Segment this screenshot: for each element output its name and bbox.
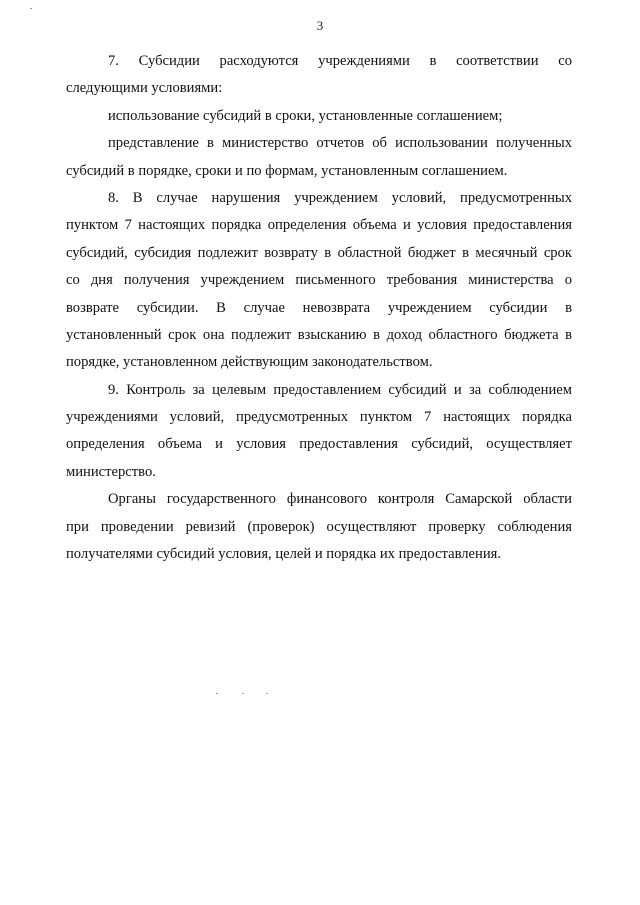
scan-artifact: [216, 693, 218, 694]
scan-artifact: [266, 693, 268, 694]
text-line: 7. Субсидии расходуются учреждениями в соответствии со: [108, 53, 572, 69]
text-line: определения объема и условия предоставления субсидий, осуществляет: [66, 436, 572, 453]
text-line: Органы государственного финансового контроля Самарской области: [108, 491, 572, 508]
text-line: порядке, установленном действующим законодательством.: [66, 354, 433, 371]
text-line: представление в министерство отчетов об использовании полученных: [108, 135, 572, 152]
scan-artifact: [30, 8, 32, 9]
document-body: [66, 48, 572, 568]
text-line: субсидий в порядке, сроки и по формам, установленным соглашением.: [66, 162, 508, 179]
scan-artifact: [242, 693, 244, 694]
paragraph-condition-2: [66, 130, 572, 185]
page-number: 3: [316, 18, 324, 33]
text-line: при проведении ревизий (проверок) осуществляют проверку соблюдения: [66, 518, 572, 535]
text-line: учреждениями условий, предусмотренных пунктом 7 настоящих порядка: [66, 409, 572, 426]
text-line: следующими условиями:: [66, 80, 223, 97]
text-line: использование субсидий в сроки, установленные соглашением;: [108, 107, 503, 124]
text-line: возврате субсидии. В случае невозврата учреждением субсидии в: [66, 299, 572, 316]
paragraph-8: [66, 185, 572, 377]
paragraph-9: [66, 377, 572, 487]
text-line: пунктом 7 настоящих порядка определения объема и условия предоставления: [66, 217, 572, 234]
paragraph-7: [66, 48, 572, 103]
text-line: со дня получения учреждением письменного требования министерства о: [66, 272, 572, 289]
text-line: получателями субсидий условия, целей и порядка их предоставления.: [66, 546, 502, 563]
paragraph-control-bodies: [66, 486, 572, 568]
text-line: 9. Контроль за целевым предоставлением субсидий и за соблюдением: [108, 381, 572, 398]
text-line: министерство.: [66, 463, 156, 480]
paragraph-condition-1: [66, 103, 572, 130]
text-line: установленный срок она подлежит взысканию в доход областного бюджета в: [66, 326, 572, 343]
text-line: субсидий, субсидия подлежит возврату в областной бюджет в месячный срок: [66, 244, 572, 261]
text-line: 8. В случае нарушения учреждением условий, предусмотренных: [108, 189, 572, 206]
